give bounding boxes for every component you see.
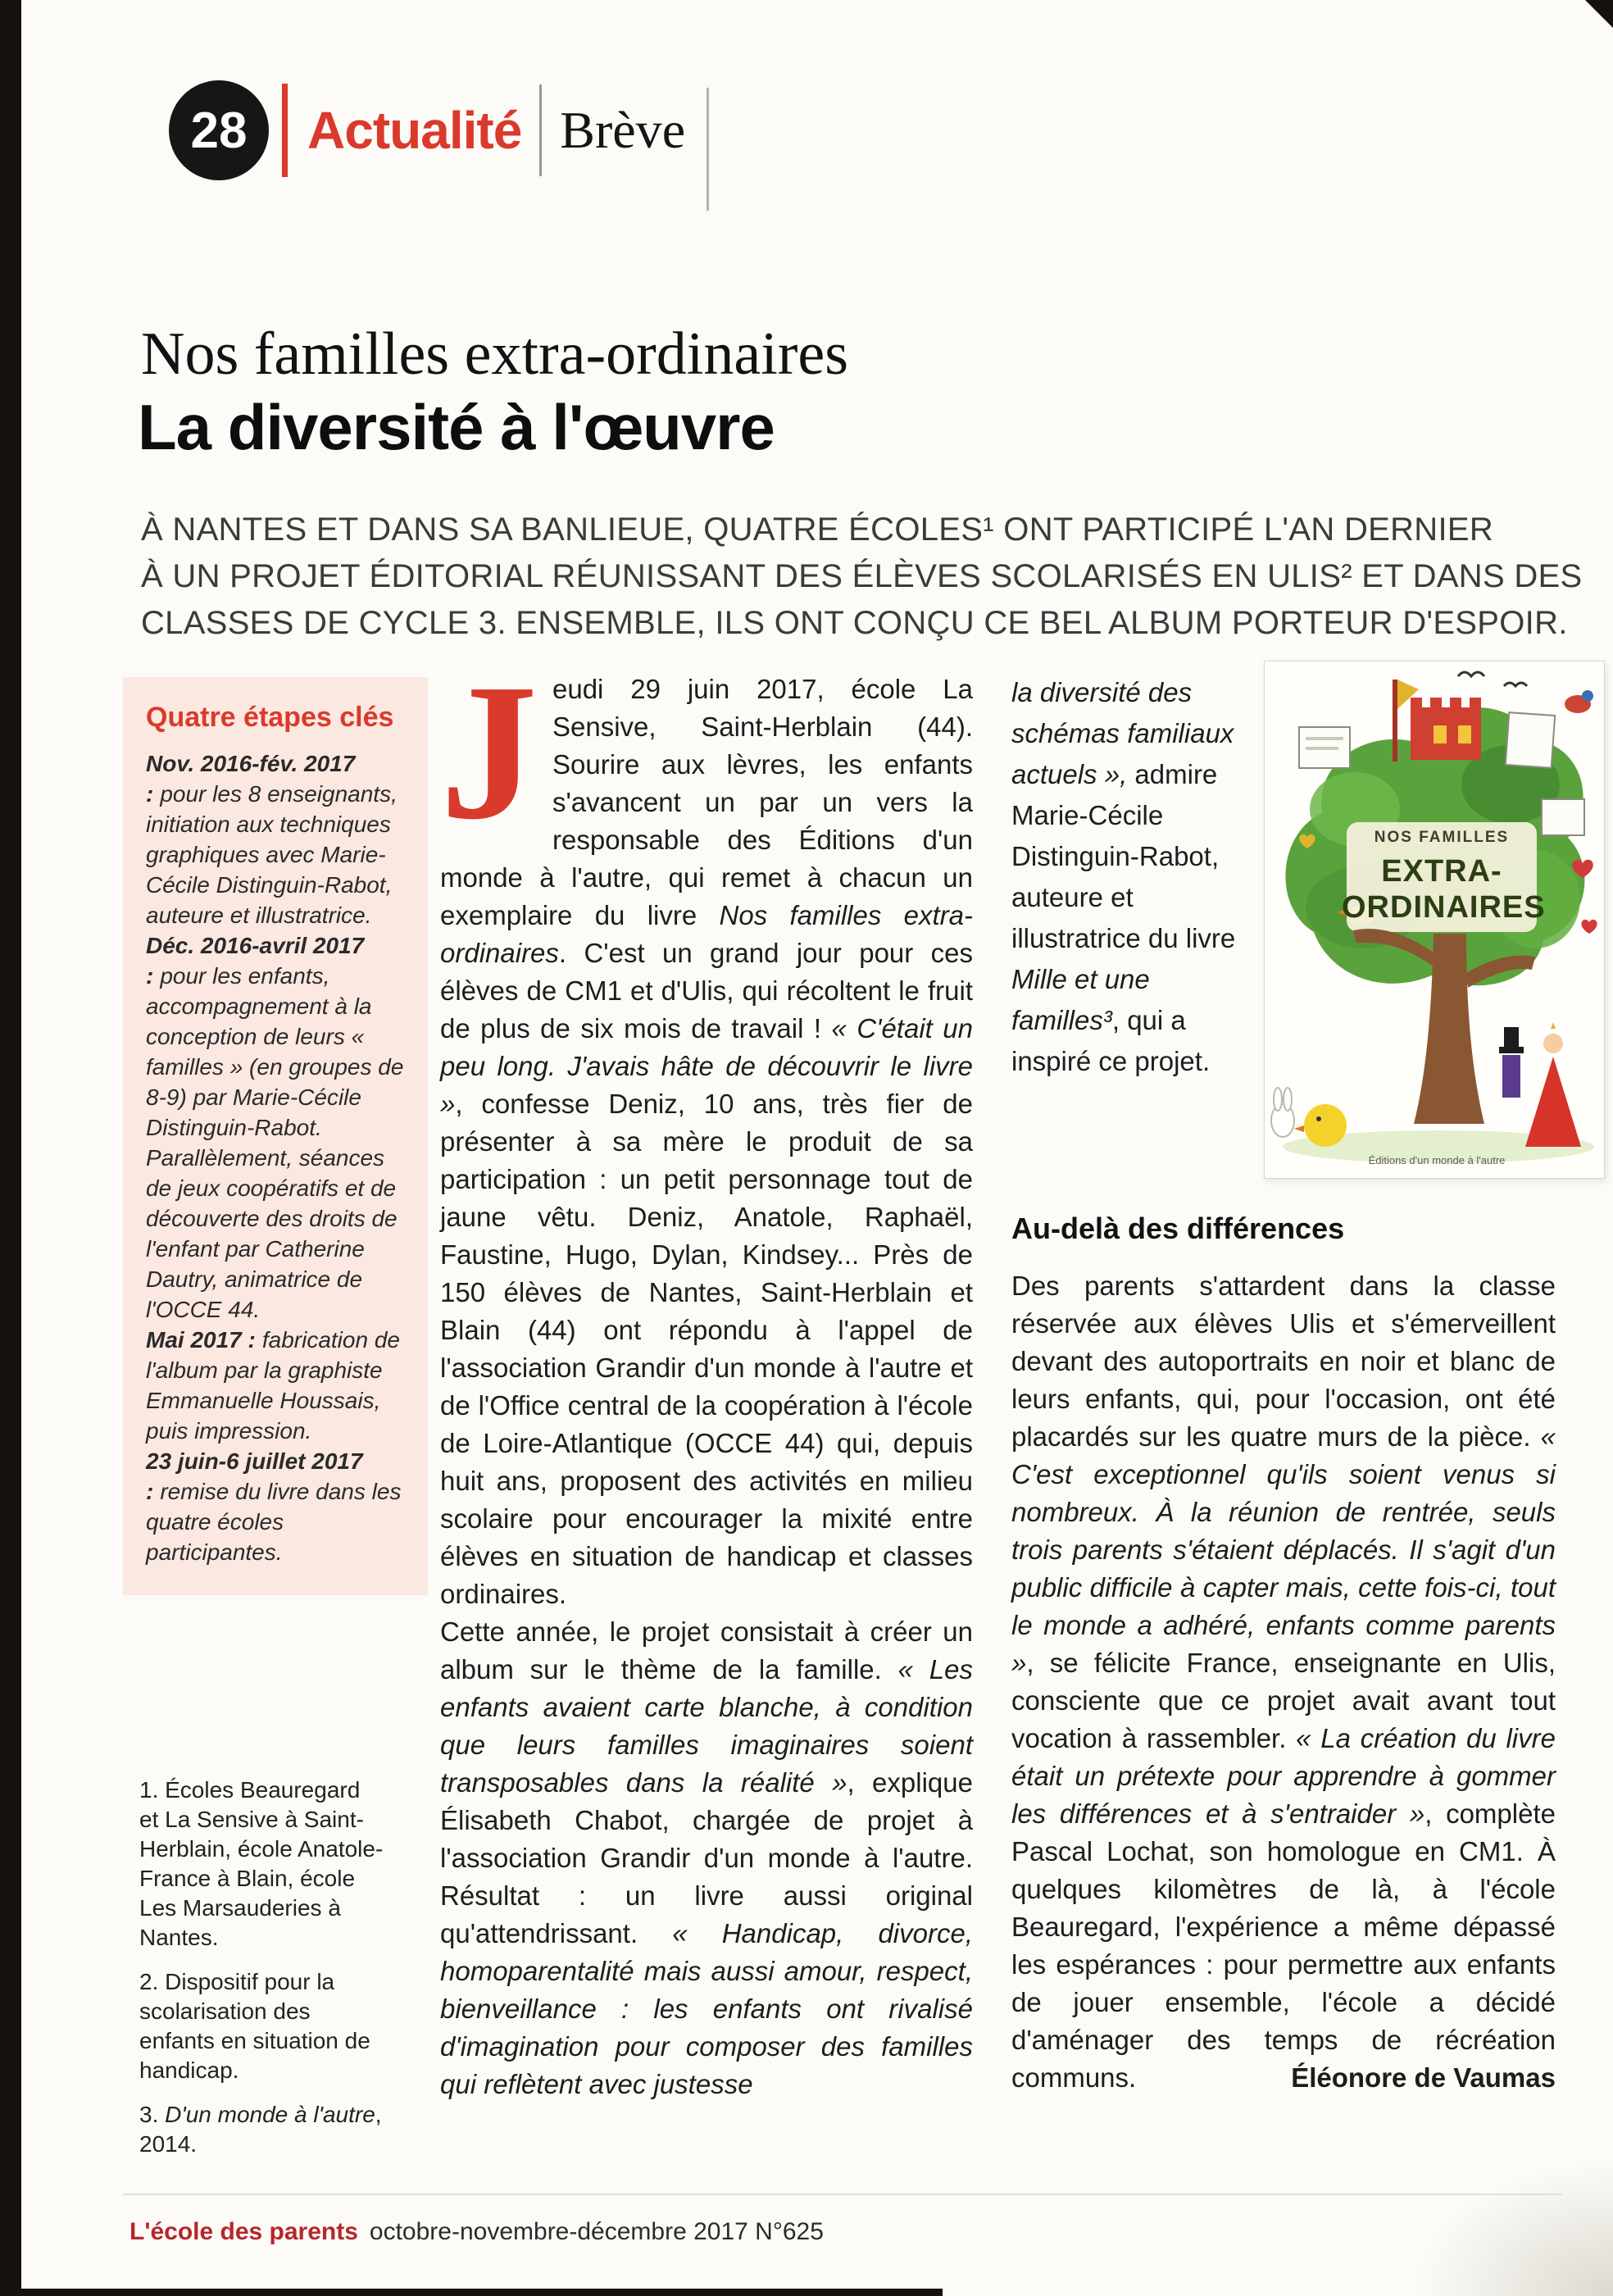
standfirst xyxy=(141,507,1588,647)
top-hat-figure xyxy=(1499,1027,1524,1098)
footnote-1: 1. Écoles Beauregard et La Sensive à Saint-Herblain, école Anatole-France à Blain, école Les Marsauderies à Nantes. xyxy=(139,1777,384,1950)
book-cover xyxy=(1264,661,1605,1179)
footnote-2: 2. Dispositif pour la scolarisation des enfants en situation de handicap. xyxy=(139,1969,370,2083)
sidebar-entry-date: 23 juin-6 juillet 2017 : xyxy=(146,1448,363,1504)
scan-edge-bottom xyxy=(0,2289,943,2296)
standfirst-line: CLASSES DE CYCLE 3. ENSEMBLE, ILS ONT CONÇU CE BEL ALBUM PORTEUR D'ESPOIR. xyxy=(141,605,1568,641)
scan-corner-mark xyxy=(1585,0,1613,28)
sidebar-entry xyxy=(146,1446,405,1567)
drop-cap: J xyxy=(440,644,538,860)
sidebar-entry-text: remise du livre dans les quatre écoles participantes. xyxy=(146,1479,402,1565)
page-curl-shadow xyxy=(1384,2140,1613,2296)
sidebar-entry-text: pour les enfants, accompagnement à la conception de leurs « familles » (en groupes de 8-9) par Marie-Cécile Distinguin-Rabot. Parallèlement, séances de jeux coopératifs et de découverte des droits de l'enfant par Catherine Dautry, animatrice de l'OCCE 44. xyxy=(146,963,404,1322)
page-header xyxy=(169,69,709,192)
sidebar-entry xyxy=(146,930,405,1325)
page-number-badge: 28 xyxy=(169,80,269,180)
sidebar-box xyxy=(123,677,428,1595)
footnote-3: 3. D'un monde à l'autre, 2014. xyxy=(139,2102,382,2157)
sidebar-entry-text: fabrication de l'album par la graphiste Emmanuelle Houssais, puis impression. xyxy=(146,1327,400,1444)
sidebar-entry xyxy=(146,748,405,930)
paragraph-text: Cette année, le projet consistait à créer un album sur le thème de la famille. « Les enfants avaient carte blanche, à condition que leurs familles imaginaires soient transposables dans la réalité », explique Élisabeth Chabot, chargée de projet à l'association Grandir d'un monde à l'autre. Résultat : un livre aussi original qu'attendrissant. « Handicap, divorce, homoparentalité mais aussi amour, respect, bienveillance : les enfants ont rivalisé d'imagination pour composer des familles qui reflètent avec justesse xyxy=(440,1616,973,2099)
header-red-divider xyxy=(282,84,288,177)
book-cover-title-line: EXTRA- xyxy=(1381,854,1502,889)
princess-figure xyxy=(1525,1022,1581,1147)
header-gray-divider-2 xyxy=(707,88,709,211)
section-label: Actualité xyxy=(307,101,522,160)
page-title: La diversité à l'œuvre xyxy=(138,391,775,463)
sidebar-entry-text: pour les 8 enseignants, initiation aux techniques graphiques avec Marie-Cécile Distinguin-Rabot, auteure et illustratrice. xyxy=(146,781,398,928)
sidebar-entry xyxy=(146,1325,405,1446)
subsection-label: Brève xyxy=(560,101,686,159)
sidebar-entry-date: Mai 2017 : xyxy=(146,1327,256,1353)
paragraph-text: la diversité des schémas familiaux actuels », admire Marie-Cécile Distinguin-Rabot, auteure et illustratrice du livre Mille et une familles³, qui a inspiré ce projet. xyxy=(1011,677,1236,1076)
book-cover-title-line: NOS FAMILLES xyxy=(1374,829,1510,846)
issue-info: octobre-novembre-décembre 2017 N°625 xyxy=(369,2218,824,2245)
sidebar-title: Quatre étapes clés xyxy=(146,702,394,733)
article-paragraph xyxy=(440,644,974,1613)
article-column-narrow xyxy=(1011,672,1251,1082)
byline: Éléonore de Vaumas xyxy=(1291,2062,1556,2093)
standfirst-line: À UN PROJET ÉDITORIAL RÉUNISSANT DES ÉLÈVES SCOLARISÉS EN ULIS² ET DANS DES xyxy=(141,558,1583,594)
book-cover-publisher: Éditions d'un monde à l'autre xyxy=(1368,1154,1506,1166)
scan-edge-left xyxy=(0,0,21,2296)
article-column-right xyxy=(1011,1267,1556,2097)
page-footer xyxy=(129,2218,824,2246)
header-gray-divider xyxy=(539,84,542,176)
sidebar-entry-date: Nov. 2016-fév. 2017 : xyxy=(146,751,356,807)
sidebar-entry-date: Déc. 2016-avril 2017 : xyxy=(146,933,365,989)
magazine-name: L'école des parents xyxy=(129,2218,358,2245)
article-paragraph xyxy=(440,1613,973,2103)
article-column-middle xyxy=(440,644,974,2103)
kicker-title: Nos familles extra-ordinaires xyxy=(141,321,849,388)
section-heading: Au-delà des différences xyxy=(1011,1212,1345,1245)
book-cover-title-line: ORDINAIRES xyxy=(1342,890,1546,925)
footer-rule xyxy=(123,2194,1562,2195)
book-cover-title xyxy=(1342,829,1546,925)
standfirst-line: À NANTES ET DANS SA BANLIEUE, QUATRE ÉCOLES¹ ONT PARTICIPÉ L'AN DERNIER xyxy=(141,511,1494,548)
paragraph-text: Des parents s'attardent dans la classe réservée aux élèves Ulis et s'émerveillent devant des autoportraits en noir et blanc de leurs enfants, qui, pour l'occasion, ont été placardés sur les quatre murs de la pièce. « C'est exceptionnel qu'ils soient venus si nombreux. À la réunion de rentrée, seuls trois parents s'étaient déplacés. Il s'agit d'un public difficile à capter mais, cette fois-ci, tout le monde a adhéré, enfants comme parents », se félicite France, enseignante en Ulis, consciente que ce projet avait avant tout vocation à rassembler. « La création du livre était un prétexte pour apprendre à gommer les différences et à s'entraider », complète Pascal Lochat, son homologue en CM1. À quelques kilomètres de là, à l'école Beauregard, l'expérience a même dépassé les espérances : pour permettre aux enfants de jouer ensemble, l'école a décidé d'aménager des temps de récréation communs. xyxy=(1011,1271,1556,2093)
footnotes xyxy=(139,1775,385,2174)
paragraph-text: eudi 29 juin 2017, école La Sensive, Saint-Herblain (44). Sourire aux lèvres, les enfants s'avancent un par un vers la responsable des Éditions d'un monde à l'autre, qui remet à chacun un exemplaire du livre Nos familles extra-ordinaires. C'est un grand jour pour ces élèves de CM1 et d'Ulis, qui récoltent le fruit de plus de six mois de travail ! « C'était un peu long. J'avais hâte de découvrir le livre », confesse Deniz, 10 ans, très fier de présenter à sa mère le produit de sa participation : un petit personnage tout de jaune vêtu. Deniz, Anatole, Raphaël, Faustine, Hugo, Dylan, Kindsey... Près de 150 élèves de Nantes, Saint-Herblain et Blain (44) ont répondu à l'appel de l'association Grandir d'un monde à l'autre et de l'Office central de la coopération à l'école de Loire-Atlantique (OCCE 44) qui, depuis huit ans, proposent des activités en milieu scolaire pour encourager la mixité entre élèves en situation de handicap et classes ordinaires. xyxy=(440,674,974,1609)
rabbit xyxy=(1271,1088,1294,1137)
